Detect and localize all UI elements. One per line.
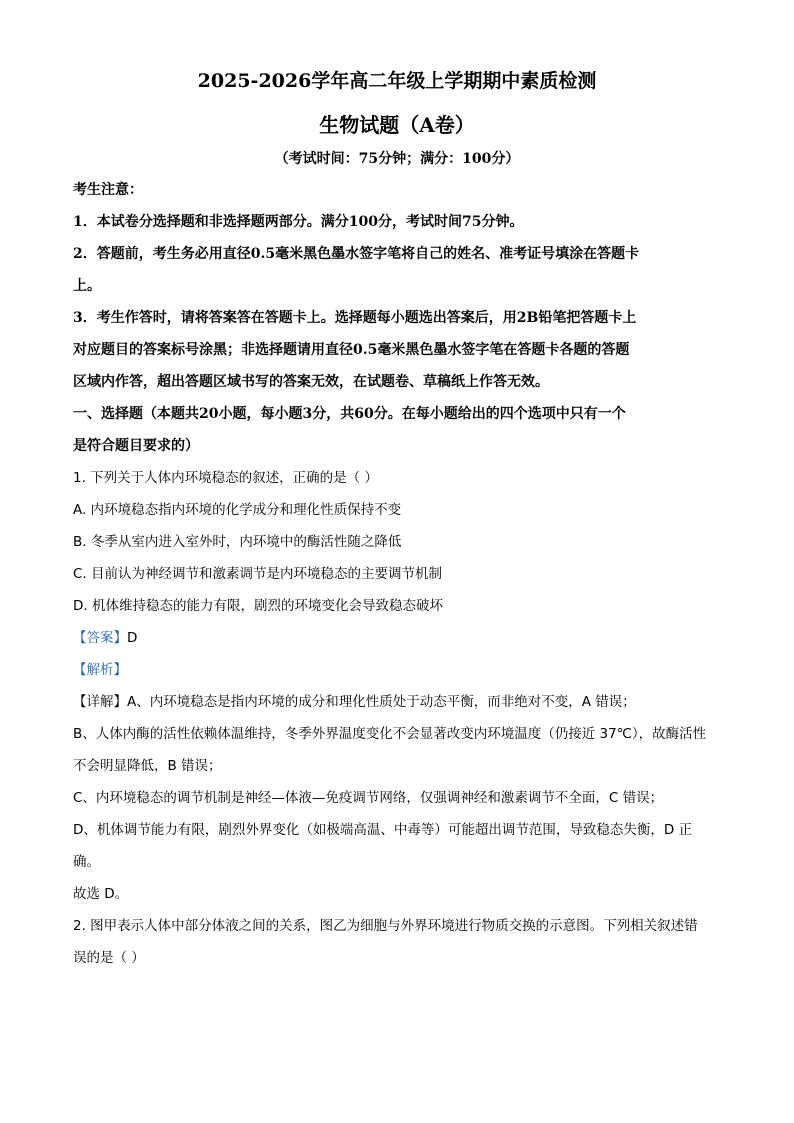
question-1-detail-d-line-2: 确。 (73, 854, 100, 870)
notice-item-3-line-3: 区域内作答，超出答题区域书写的答案无效，在试题卷、草稿纸上作答无效。 (73, 374, 549, 390)
question-1-detail-d-line-1: D、机体调节能力有限，剧烈外界变化（如极端高温、中毒等）可能超出调节范围，导致稳态失衡，D 正 (73, 822, 693, 838)
question-1-option-c: C. 目前认为神经调节和激素调节是内环境稳态的主要调节机制 (73, 566, 443, 582)
question-1-detail-b-line-1: B、人体内酶的活性依赖体温维持，冬季外界温度变化不会显著改变内环境温度（仍接近 37℃），故酶活性 (73, 726, 707, 742)
question-1-option-d: D. 机体维持稳态的能力有限，剧烈的环境变化会导致稳态破坏 (73, 598, 443, 614)
answer-tag: 【答案】 (73, 630, 127, 646)
question-1-detail-a (73, 686, 723, 718)
question-2-stem-line-2: 误的是（ ） (73, 950, 145, 966)
question-1-stem: 1. 下列关于人体内环境稳态的叙述，正确的是（ ） (73, 470, 378, 486)
question-2-stem-line-1: 2. 图甲表示人体中部分体液之间的关系，图乙为细胞与外界环境进行物质交换的示意图。下列相关叙述错 (73, 918, 698, 934)
detail-tag: 【详解】 (73, 694, 127, 710)
notice-item-2-line-2: 上。 (73, 278, 101, 294)
question-1-answer (73, 622, 723, 654)
question-1-option-a: A. 内环境稳态指内环境的化学成分和理化性质保持不变 (73, 502, 402, 518)
question-1-option-b: B. 冬季从室内进入室外时，内环境中的酶活性随之降低 (73, 534, 402, 550)
question-1-detail-c: C、内环境稳态的调节机制是神经—体液—免疫调节网络，仅强调神经和激素调节不全面，C 错误； (73, 790, 664, 806)
question-1-detail-b-line-2: 不会明显降低，B 错误； (73, 758, 222, 774)
notice-item-3-line-1: 3．考生作答时，请将答案答在答题卡上。选择题每小题选出答案后，用2B铅笔把答题卡上 (73, 310, 637, 326)
exam-title: 2025-2026学年高二年级上学期期中素质检测 (197, 70, 597, 92)
notice-item-3-line-2: 对应题目的答案标号涂黑；非选择题请用直径0.5毫米黑色墨水签字笔在答题卡各题的答题 (73, 342, 630, 358)
detail-a-text: A、内环境稳态是指内环境的成分和理化性质处于动态平衡，而非绝对不变，A 错误； (127, 694, 636, 710)
exam-info: （考试时间：75分钟；满分：100分） (274, 151, 520, 167)
question-1-conclusion: 故选 D。 (73, 886, 129, 902)
exam-subtitle: 生物试题（A卷） (319, 113, 475, 137)
analysis-tag: 【解析】 (73, 662, 127, 678)
answer-value: D (127, 630, 138, 646)
section-heading-line-2: 是符合题目要求的） (73, 438, 199, 454)
notice-heading: 考生注意： (73, 182, 143, 198)
notice-item-1: 1．本试卷分选择题和非选择题两部分。满分100分，考试时间75分钟。 (73, 214, 524, 230)
exam-content (73, 174, 723, 974)
section-heading-line-1: 一、选择题（本题共20小题，每小题3分，共60分。在每小题给出的四个选项中只有一个 (73, 406, 626, 422)
notice-item-2-line-1: 2．答题前，考生务必用直径0.5毫米黑色墨水签字笔将自己的姓名、准考证号填涂在答题卡 (73, 246, 640, 262)
